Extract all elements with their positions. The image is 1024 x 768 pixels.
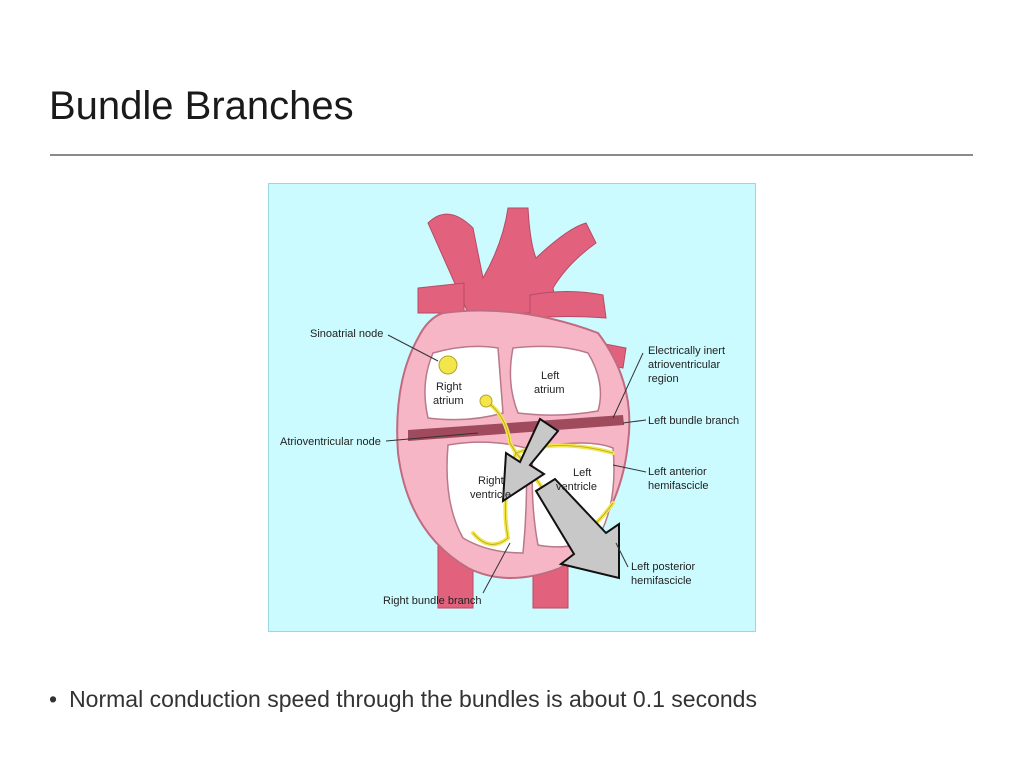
- label-right-ventricle-line2: ventricle: [470, 489, 511, 501]
- label-left-ventricle-line1: Left: [573, 467, 592, 479]
- title-divider: [50, 154, 973, 156]
- label-left-anterior-line2: hemifascicle: [648, 480, 709, 492]
- label-left-atrium-line2: atrium: [534, 384, 565, 396]
- sinoatrial-node: [439, 356, 457, 374]
- label-inert-line2: atrioventricular: [648, 359, 721, 371]
- label-right-bundle-branch: Right bundle branch: [383, 595, 482, 607]
- label-right-ventricle-line1: Right: [478, 475, 504, 487]
- label-right-atrium-line1: Right: [436, 381, 462, 393]
- label-sinoatrial-node: Sinoatrial node: [310, 328, 384, 340]
- atrioventricular-node: [480, 395, 492, 407]
- label-left-posterior-line1: Left posterior: [631, 561, 696, 573]
- label-left-ventricle-line2: ventricle: [556, 481, 597, 493]
- slide-title: Bundle Branches: [49, 84, 354, 128]
- heart-conduction-diagram: [268, 183, 756, 632]
- label-left-posterior-line2: hemifascicle: [631, 575, 692, 587]
- label-right-atrium-line2: atrium: [433, 395, 464, 407]
- bullet-item: [49, 686, 757, 713]
- label-inert-line1: Electrically inert: [648, 345, 726, 357]
- label-inert-line3: region: [648, 373, 679, 385]
- label-atrioventricular-node: Atrioventricular node: [280, 436, 381, 448]
- bullet-marker: •: [49, 686, 58, 712]
- label-left-bundle-branch: Left bundle branch: [648, 415, 740, 427]
- label-left-atrium-line1: Left: [541, 370, 560, 382]
- label-left-anterior-line1: Left anterior: [648, 466, 707, 478]
- bullet-text: Normal conduction speed through the bundles is about 0.1 seconds: [69, 686, 757, 712]
